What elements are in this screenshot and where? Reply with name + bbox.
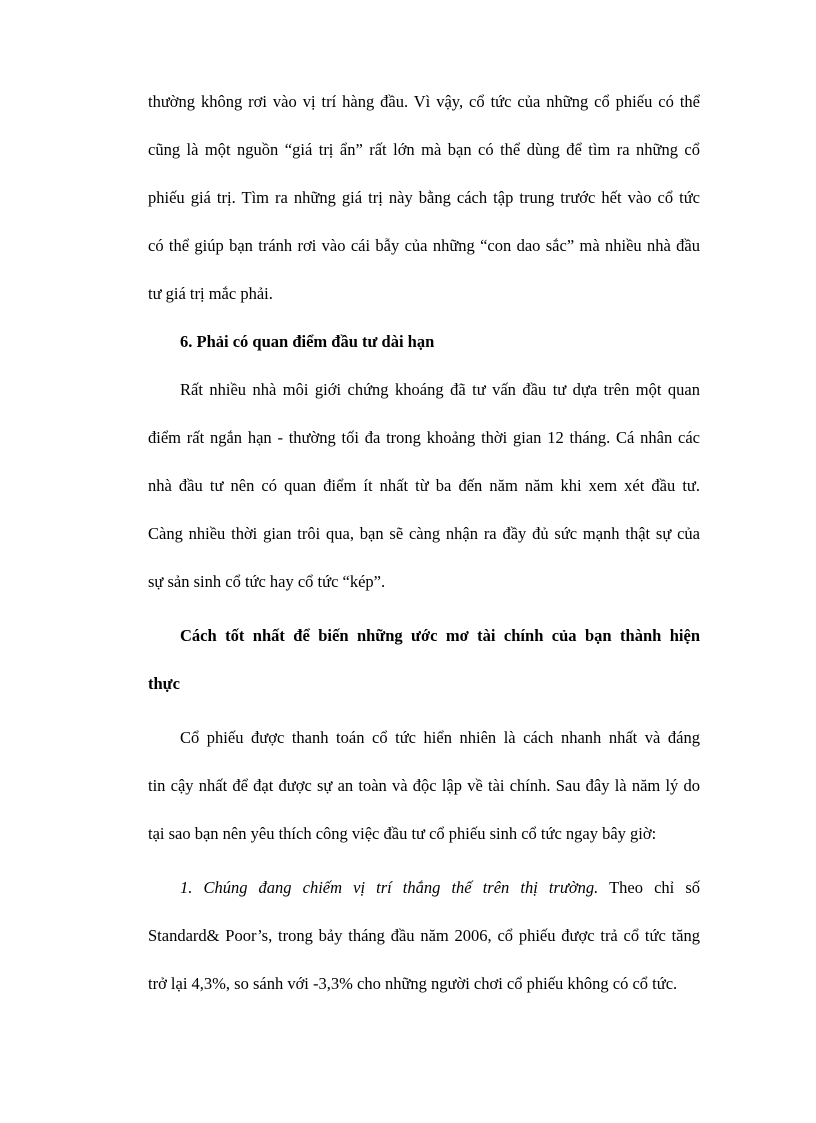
paragraph-4-line-1: [180, 878, 700, 898]
section-heading-best-way-line-2: thực: [148, 674, 180, 693]
paragraph-1-line-1: thường không rơi vào vị trí hàng đầu. Vì vậy, cổ tức của những cổ phiếu có thể: [148, 92, 700, 111]
paragraph-2-line-1: Rất nhiều nhà môi giới chứng khoáng đã tư vấn đầu tư dựa trên một quan: [180, 380, 700, 399]
paragraph-2-line-2: điểm rất ngắn hạn - thường tối đa trong khoảng thời gian 12 tháng. Cá nhân các: [148, 428, 700, 447]
paragraph-2-line-5: sự sản sinh cổ tức hay cổ tức “kép”.: [148, 572, 386, 591]
paragraph-1-line-2: cũng là một nguồn “giá trị ẩn” rất lớn mà bạn có thể dùng để tìm ra những cổ: [148, 140, 700, 159]
paragraph-3-line-3: tại sao bạn nên yêu thích công việc đầu tư cổ phiếu sinh cổ tức ngay bây giờ:: [148, 824, 657, 843]
paragraph-1-line-3: phiếu giá trị. Tìm ra những giá trị này bằng cách tập trung trước hết vào cổ tức: [148, 188, 700, 207]
section-heading-6: 6. Phải có quan điểm đầu tư dài hạn: [180, 332, 435, 351]
paragraph-4-lead-rest: Theo chỉ số: [598, 878, 701, 897]
section-heading-best-way-line-1: Cách tốt nhất để biến những ước mơ tài chính của bạn thành hiện: [180, 626, 700, 645]
paragraph-1-line-4: có thể giúp bạn tránh rơi vào cái bẫy của những “con dao sắc” mà nhiều nhà đầu: [148, 236, 700, 255]
paragraph-4-italic-lead: 1. Chúng đang chiếm vị trí thắng thế trên thị trường.: [180, 878, 599, 897]
paragraph-3-line-2: tin cậy nhất để đạt được sự an toàn và độc lập về tài chính. Sau đây là năm lý do: [148, 776, 700, 795]
paragraph-4-line-2: Standard& Poor’s, trong bảy tháng đầu năm 2006, cổ phiếu được trả cổ tức tăng: [148, 926, 700, 945]
paragraph-3-line-1: Cổ phiếu được thanh toán cổ tức hiển nhiên là cách nhanh nhất và đáng: [180, 728, 700, 747]
paragraph-4-line-3: trở lại 4,3%, so sánh với -3,3% cho những người chơi cổ phiếu không có cổ tức.: [148, 974, 678, 993]
paragraph-2-line-4: Càng nhiều thời gian trôi qua, bạn sẽ càng nhận ra đầy đủ sức mạnh thật sự của: [148, 524, 700, 543]
paragraph-2-line-3: nhà đầu tư nên có quan điểm ít nhất từ ba đến năm năm khi xem xét đầu tư.: [148, 476, 700, 495]
paragraph-1-line-5: tư giá trị mắc phải.: [148, 284, 273, 303]
